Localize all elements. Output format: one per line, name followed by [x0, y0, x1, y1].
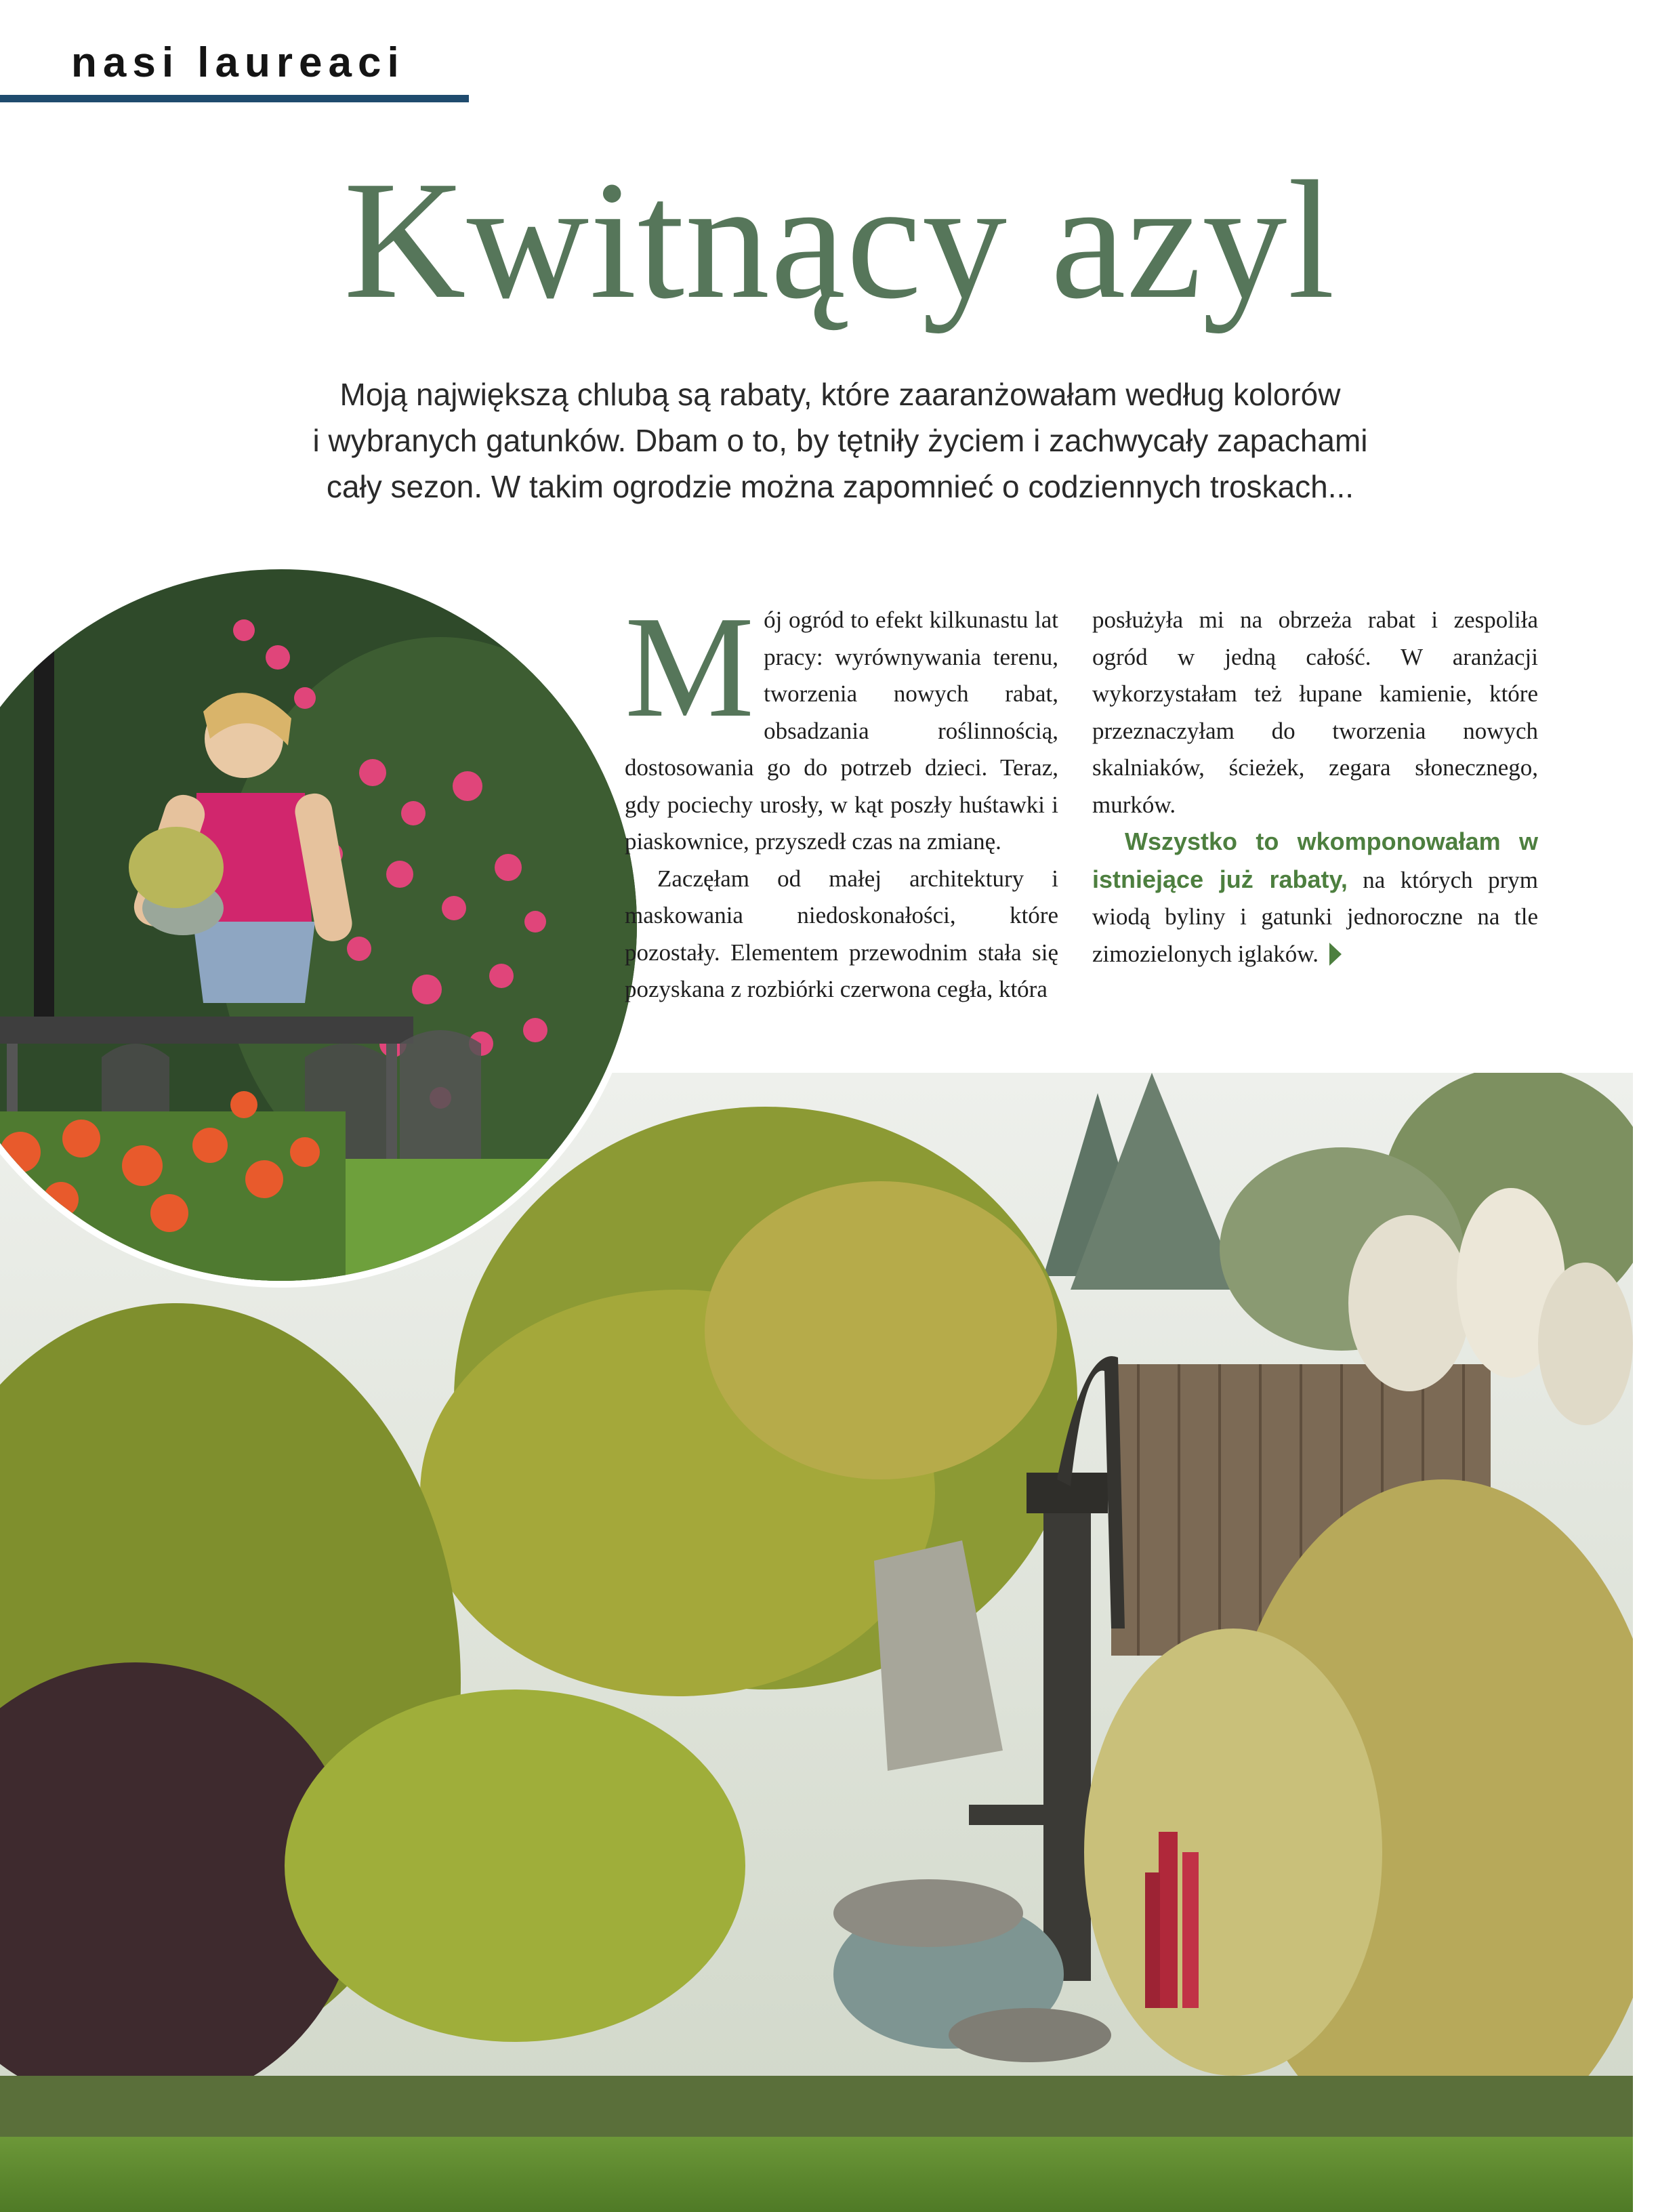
- lead-paragraph: [217, 371, 1464, 510]
- article-paragraph: ój ogród to efekt kilkunastu lat pracy: wyrównywania terenu, tworzenia nowych rabat, obsadzania roślinnością, dostosowania go do potrzeb dzieci. Teraz, gdy pociechy urosły, w kąt poszły huśtawki i piaskownice, przyszedł czas na zmianę.: [625, 607, 1058, 855]
- section-tag: nasi laureaci: [71, 39, 405, 86]
- dropcap: M: [625, 586, 755, 747]
- article-paragraph-continued: posłużyła mi na obrzeża rabat i zespoliła ogród w jedną całość. W aranżacji wykorzystałam też łupane kamienie, które przeznaczyłam do tworzenia nowych skalniaków, ścieżek, zegara słonecznego, murków.: [1092, 607, 1538, 818]
- section-rule: [0, 95, 469, 102]
- headline: Kwitnący azyl: [344, 146, 1335, 334]
- article-column-1: [625, 586, 1058, 1008]
- lead-line: i wybranych gatunków. Dbam o to, by tętniły życiem i zachwycały zapachami: [312, 423, 1368, 458]
- article-text: na których prym wiodą byliny i gatunki jednoroczne na tle zimozielonych iglaków.: [1092, 866, 1538, 967]
- highlight-text: Wszystko to wkomponowałam w istniejące już rabaty,: [1092, 827, 1538, 893]
- article-paragraph: Zaczęłam od małej architektury i maskowania niedoskonałości, które pozostały. Elementem przewodnim stała się pozyskana z rozbiórki czerwona cegła, która: [625, 865, 1058, 1002]
- lead-line: cały sezon. W takim ogrodzie można zapomnieć o codziennych troskach...: [326, 469, 1354, 504]
- lead-line: Moją największą chlubą są rabaty, które zaaranżowałam według kolorów: [339, 377, 1341, 412]
- triangle-right-icon: [1329, 943, 1342, 966]
- article-column-2: [1092, 602, 1538, 972]
- article-paragraph: [1092, 823, 1538, 972]
